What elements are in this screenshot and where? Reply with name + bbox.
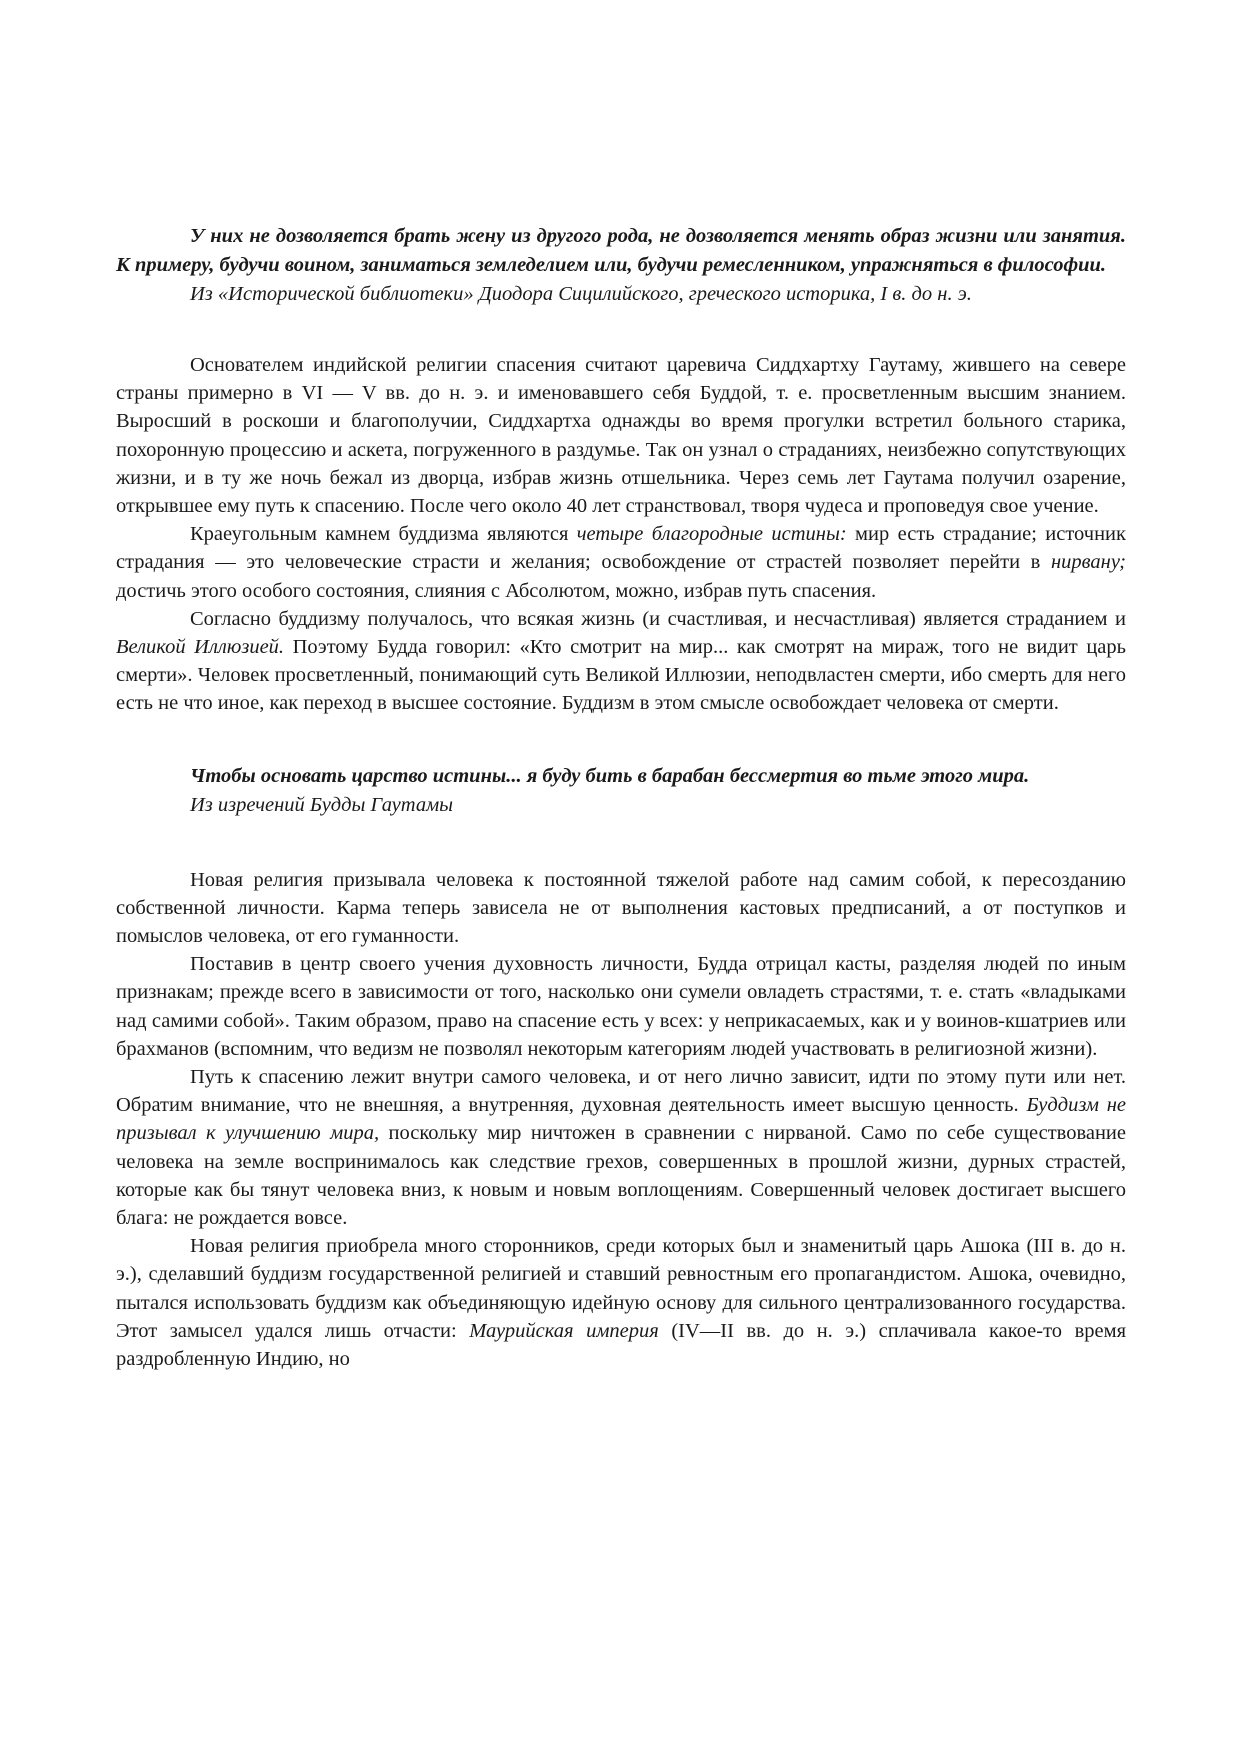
paragraph-3-emphasis-illusion: Великой Иллюзией. [116, 636, 285, 659]
paragraph-3-text-c: Поэтому Будда говорил: «Кто смотрит на мир... как смотрят на мираж, того не видит царь смерти». Человек просветленный, понимающий суть Великой Иллюзии, неподвластен смерти, ибо смерть для него есть не что иное, как переход в высшее состояние. Буддизм в этом смысле освобождает человека от смерти. [116, 636, 1127, 715]
epigraph-2-text: Чтобы основать царство истины... я буду бить в барабан бессмертия во тьме этого мира. [190, 764, 1030, 787]
epigraph-1-source: Из «Исторической библиотеки» Диодора Сицилийского, греческого историка, I в. до н. э. [190, 283, 972, 305]
paragraph-4: Новая религия призывала человека к постоянной тяжелой работе над самим собой, к пересозданию собственной личности. Карма теперь зависела не от выполнения кастовых предписаний, а от поступков и помыслов человека, от его гуманности. [116, 868, 1126, 948]
paragraph-7-text-c: (IV—II вв. до н. э.) сплачивала какое-то время раздробленную Индию, но [116, 1319, 1126, 1371]
paragraph-7 [116, 1232, 1126, 1373]
paragraph-6 [116, 1063, 1126, 1232]
paragraph-5: Поставив в центр своего учения духовность личности, Будда отрицал касты, разделяя людей по иным признакам; прежде всего в зависимости от того, насколько они сумели овладеть страстями, т. е. стать «владыками над самими собой». Таким образом, право на спасение есть у всех: у неприкасаемых, как и у воинов-кшатриев или брахманов (вспомним, что ведизм не позволял некоторым категориям людей участвовать в религиозной жизни). [116, 953, 1126, 1060]
paragraph-6-text-a: Путь к спасению лежит внутри самого человека, и от него лично зависит, идти по этому пути или нет. Обратим внимание, что не внешняя, а внутренняя, духовная деятельность имеет высшую ценность. [116, 1066, 1126, 1117]
epigraph-2-source: Из изречений Будды Гаутамы [190, 793, 454, 816]
paragraph-2-text-a: Краеугольным камнем буддизма являются [190, 523, 577, 546]
paragraph-6-text-c: поскольку мир ничтожен в сравнении с нирваной. Само по себе существование человека на земле воспринималось как следствие грехов, совершенных в прошлой жизни, дурных страстей, которые как бы тянут человека вниз, к новым и новым воплощениям. Совершенный человек достигает высшего блага: не рождается вовсе. [116, 1122, 1126, 1230]
paragraph-2-emphasis-nirvana: нирвану; [1051, 551, 1126, 574]
paragraph-2-emphasis-truths: четыре благородные истины: [576, 523, 847, 546]
paragraph-2-text-e: достичь этого особого состояния, слияния с Абсолютом, можно, избрав путь спасения. [116, 579, 877, 602]
epigraph-1 [116, 222, 1126, 280]
epigraph-2 [116, 762, 1126, 791]
paragraph-1: Основателем индийской религии спасения считают царевича Сиддхартху Гаутаму, жившего на севере страны примерно в VI — V вв. до н. э. и именовавшего себя Буддой, т. е. просветленным высшим знанием. Выросший в роскоши и благополучии, Сиддхартха однажды во время прогулки встретил больного старика, похоронную процессию и аскета, погруженного в раздумье. Так он узнал о страданиях, неизбежно сопутствующих жизни, и в ту же ночь бежал из дворца, избрав жизнь отшельника. Через семь лет Гаутама получил озарение, открывшее ему путь к спасению. После чего около 40 лет странствовал, творя чудеса и проповедуя свое учение. [116, 354, 1126, 518]
paragraph-2-text-c: мир есть страдание; источник страдания — это человеческие страсти и желания; освобождение от страстей позволяет перейти в [116, 523, 1126, 574]
paragraph-7-emphasis-empire: Маурийская империя [469, 1319, 659, 1342]
epigraph-1-text: У них не дозволяется брать жену из другого рода, не дозволяется менять образ жизни или занятия. К примеру, будучи воином, заниматься земледелием или, будучи ремесленником, упражняться в философии. [116, 225, 1126, 276]
paragraph-7-text-a: Новая религия приобрела много сторонников, среди которых был и знаменитый царь Ашока (III в. до н. э.), сделавший буддизм государственной религией и ставший ревностным его пропагандистом. Ашока, очевидно, пытался использовать буддизм как объединяющую идейную основу для сильного централизованного государства. Этот замысел удался лишь отчасти: [116, 1235, 1126, 1342]
paragraph-2 [116, 520, 1126, 605]
paragraph-3 [116, 605, 1126, 718]
document-page [116, 222, 1126, 1373]
paragraph-6-emphasis: Буддизм не призывал к улучшению мира, [116, 1094, 1127, 1145]
paragraph-3-text-a: Согласно буддизму получалось, что всякая жизнь (и счастливая, и несчастливая) является страданием и [190, 607, 1126, 630]
